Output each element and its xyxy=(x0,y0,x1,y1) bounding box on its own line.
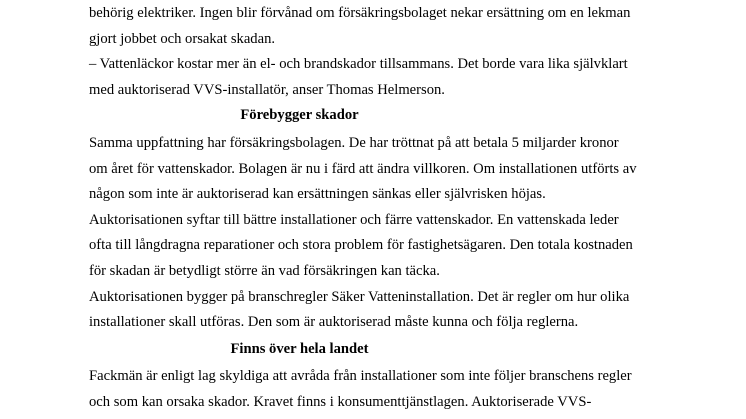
text-line: någon som inte är auktoriserad kan ersättningen sänkas eller självrisken höjas. xyxy=(89,186,546,202)
text-line: Auktorisationen syftar till bättre installationer och färre vattenskador. En vattenskada leder xyxy=(89,212,619,228)
text-line: ofta till långdragna reparationer och stora problem för fastighetsägaren. Den totala kostnaden xyxy=(89,237,633,253)
text-line: installationer skall utföras. Den som är auktoriserad måste kunna och följa reglerna. xyxy=(89,314,579,330)
section-heading-forebygger: Förebygger skador xyxy=(240,107,359,123)
text-line: med auktoriserad VVS-installatör, anser Thomas Helmerson. xyxy=(89,82,445,98)
text-line: gjort jobbet och orsakat skadan. xyxy=(89,31,276,47)
text-line: Fackmän är enligt lag skyldiga att avråda från installationer som inte följer branschens regler xyxy=(89,368,632,384)
text-line: och som kan orsaka skador. Kravet finns i konsumenttjänstlagen. Auktoriserade VVS- xyxy=(89,394,592,410)
text-line: behörig elektriker. Ingen blir förvånad om försäkringsbolaget nekar ersättning om en lekman xyxy=(89,5,631,21)
section-heading-finns: Finns över hela landet xyxy=(230,341,369,357)
text-line: Auktorisationen bygger på branschregler Säker Vatteninstallation. Det är regler om hur olika xyxy=(89,289,630,305)
text-line: – Vattenläckor kostar mer än el- och brandskador tillsammans. Det borde vara lika självklart xyxy=(89,56,628,72)
text-line: om året för vattenskador. Bolagen är nu i färd att ändra villkoren. Om installationen utförts av xyxy=(89,161,637,177)
text-line: Samma uppfattning har försäkringsbolagen. De har tröttnat på att betala 5 miljarder kronor xyxy=(89,135,619,151)
text-line: för skadan är betydligt större än vad försäkringen kan täcka. xyxy=(89,263,440,279)
